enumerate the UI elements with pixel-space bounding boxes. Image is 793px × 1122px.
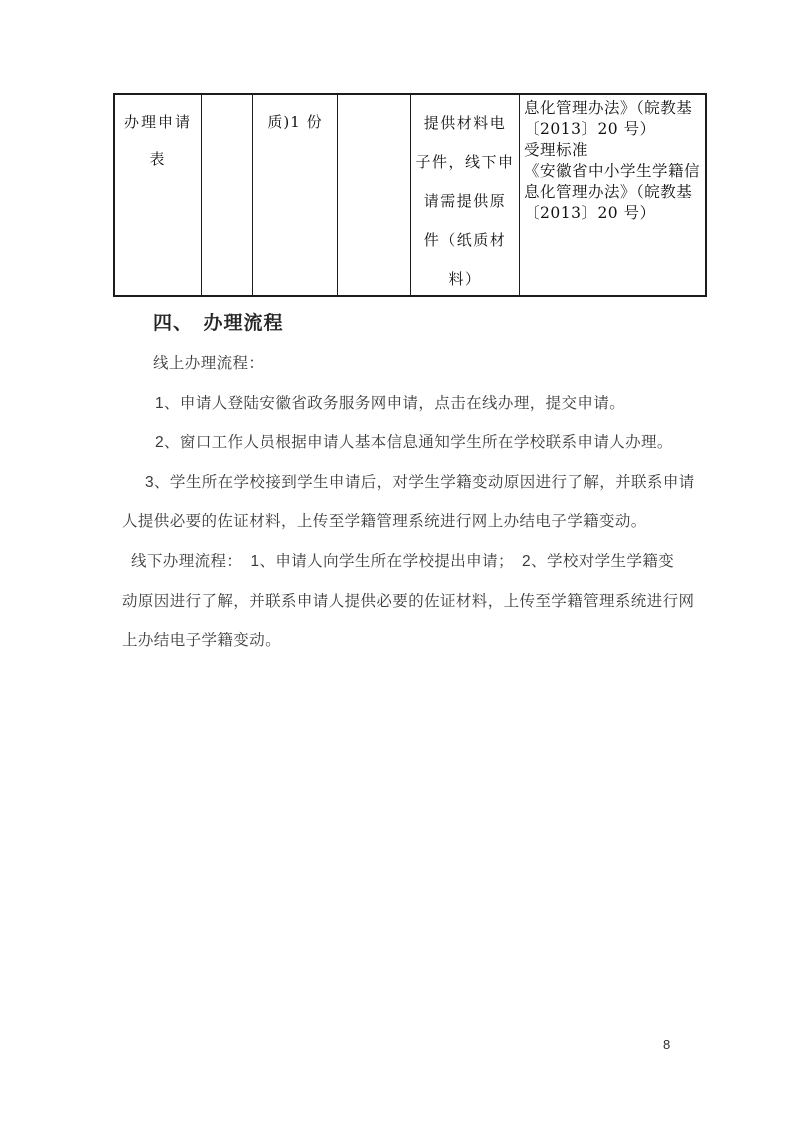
table-cell-material-note xyxy=(411,95,520,295)
cell-text-line: 息化管理办法》（皖教基 xyxy=(524,99,693,117)
paragraph-line: 1、申请人登陆安徽省政务服务网申请，点击在线办理，提交申请。 xyxy=(155,394,626,412)
cell-text-line: 料） xyxy=(448,270,482,288)
paragraph-line: 3、学生所在学校接到学生申请后，对学生学籍变动原因进行了解，并联系申请 xyxy=(145,473,695,491)
table-cell-empty-2 xyxy=(338,95,411,295)
paragraph-line: 人提供必要的佐证材料，上传至学籍管理系统进行网上办结电子学籍变动。 xyxy=(122,513,647,531)
cell-text-line: 受理标准 xyxy=(524,141,589,159)
cell-text-line: 子件，线下申 xyxy=(415,153,515,171)
materials-table xyxy=(113,93,707,297)
table-cell-empty-1 xyxy=(202,95,253,295)
cell-text-line: 件（纸质材 xyxy=(423,231,507,249)
table-cell-application-form xyxy=(115,95,202,295)
cell-text-line: 息化管理办法》（皖教基 xyxy=(524,183,693,201)
paragraph-line: 线上办理流程： xyxy=(153,355,265,372)
cell-text-line: 表 xyxy=(149,150,167,168)
section-process xyxy=(122,304,695,661)
table-cell-legal-basis xyxy=(520,95,705,295)
page-number: 8 xyxy=(663,1037,671,1052)
cell-text-line: 〔2013〕20 号） xyxy=(524,204,656,222)
paragraph-line: 线下办理流程： 1、申请人向学生所在学校提出申请； 2、学校对学生学籍变 xyxy=(131,552,675,570)
paragraph-line: 上办结电子学籍变动。 xyxy=(122,632,282,650)
cell-text-line: 提供材料电 xyxy=(423,114,507,132)
cell-text-line: 质)1 份 xyxy=(267,113,323,131)
paragraph-line: 动原因进行了解，并联系申请人提供必要的佐证材料，上传至学籍管理系统进行网 xyxy=(122,592,695,610)
section-heading: 四、 办理流程 xyxy=(153,313,284,334)
cell-text-line: 办理申请 xyxy=(123,113,192,131)
paragraph-line: 2、窗口工作人员根据申请人基本信息通知学生所在学校联系申请人办理。 xyxy=(155,434,673,452)
cell-text-line: 〔2013〕20 号） xyxy=(524,120,656,138)
cell-text-line: 《安徽省中小学生学籍信 xyxy=(524,162,701,180)
cell-text-line: 请需提供原 xyxy=(423,192,507,210)
table-cell-copies xyxy=(253,95,338,295)
